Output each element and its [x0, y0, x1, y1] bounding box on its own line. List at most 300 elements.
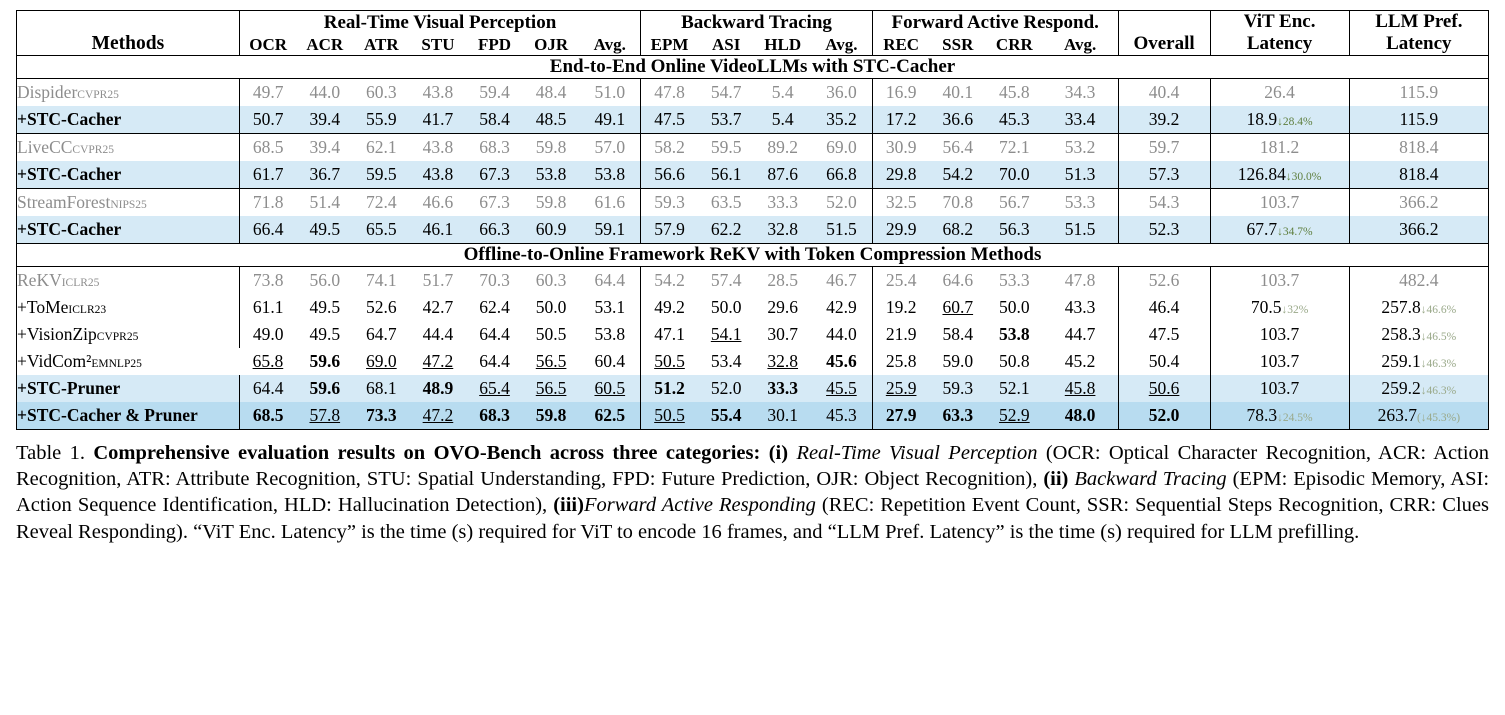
cell: 44.0: [309, 82, 341, 102]
cell: 70.0: [999, 164, 1030, 184]
cell: 27.9: [872, 402, 929, 430]
table-bottom-rule: [17, 430, 1489, 431]
caption-label: Table 1.: [16, 442, 85, 464]
caption-text-1: (OCR: Optical Character Recognition, ACR: Action Recognition, ATR: Attribute Recognition, STU: Spatial Understanding, FPD: Future Prediction, OJR: Object Recognition),: [16, 442, 1490, 491]
cell: 64.4: [239, 375, 296, 402]
cell: 59.8: [535, 405, 567, 425]
cell-overall: 54.3: [1118, 189, 1210, 217]
table-row: [17, 189, 1489, 217]
cell-overall: 47.5: [1118, 321, 1210, 348]
caption-italic-2: Backward Tracing: [1074, 468, 1227, 491]
caption-bold-2: (ii): [1043, 468, 1069, 491]
latency-drop: (↓45.3%): [1416, 412, 1461, 424]
cell: 45.2: [1064, 351, 1096, 371]
cell: 56.3: [999, 219, 1030, 239]
cell: 59.6: [309, 351, 341, 371]
cell: 50.0: [710, 297, 742, 317]
cell: 45.6: [826, 351, 857, 371]
cell-vit: 103.7: [1210, 189, 1349, 217]
row-method: +VisionZipCVPR25: [17, 321, 240, 348]
cell-overall: 59.7: [1118, 134, 1210, 162]
cell: 5.4: [771, 82, 794, 102]
col-ocr: OCR: [239, 34, 296, 55]
col-crr: CRR: [995, 35, 1033, 54]
cell: 56.0: [309, 270, 341, 290]
cell: 59.5: [366, 164, 397, 184]
cell: 21.9: [872, 321, 929, 348]
cell: 59.3: [641, 189, 698, 217]
cell: 46.6: [422, 192, 454, 212]
cell: 49.5: [309, 297, 341, 317]
llm-line2: Latency: [1386, 33, 1452, 54]
cell: 68.5: [239, 134, 296, 162]
cell: 48.5: [535, 109, 567, 129]
cell: 51.3: [1064, 164, 1096, 184]
cell-llm: 115.9: [1349, 106, 1488, 134]
cell: 44.7: [1064, 324, 1096, 344]
venue-tag: NIPS25: [110, 199, 147, 211]
cell: 34.3: [1064, 82, 1096, 102]
venue-tag: ICLR23: [68, 304, 107, 316]
venue-tag: CVPR25: [77, 89, 119, 101]
cell: 60.7: [942, 297, 974, 317]
cell: 65.8: [252, 351, 284, 371]
cell-llm: 366.2: [1349, 216, 1488, 244]
col-rec: REC: [872, 34, 929, 55]
latency-drop: ↓28.4%: [1277, 116, 1313, 128]
cell: 66.4: [239, 216, 296, 244]
cell: 61.1: [239, 294, 296, 321]
cell: 43.3: [1064, 297, 1096, 317]
col-ssr: SSR: [942, 35, 974, 54]
cell: 59.3: [942, 378, 974, 398]
cell: 70.3: [479, 270, 510, 290]
cell: 47.8: [641, 79, 698, 107]
cell: 60.3: [535, 270, 567, 290]
cell: 53.8: [535, 164, 567, 184]
venue-tag: EMNLP25: [91, 358, 142, 370]
cell: 55.9: [366, 109, 397, 129]
caption-italic-1: Real-Time Visual Perception: [796, 442, 1038, 464]
table-row: [17, 79, 1489, 107]
latency-drop: ↓30.0%: [1285, 171, 1322, 183]
cell: 51.2: [641, 375, 698, 402]
cell: 53.2: [1064, 137, 1096, 157]
table-row: [17, 267, 1489, 295]
cell: 67.3: [479, 192, 510, 212]
col-bt-avg: Avg.: [825, 35, 858, 54]
cell: 45.3: [999, 109, 1030, 129]
cell: 61.6: [594, 192, 626, 212]
cell: 40.1: [942, 82, 974, 102]
cell: 29.6: [767, 297, 799, 317]
latency-drop: ↓24.5%: [1277, 412, 1313, 424]
cell: 65.4: [479, 378, 510, 398]
cell-vit: 26.4: [1210, 79, 1349, 107]
section-header-2-label: Offline-to-Online Framework ReKV with Token Compression Methods: [17, 244, 1489, 267]
cell: 49.7: [239, 79, 296, 107]
cell: 39.4: [309, 137, 341, 157]
cell: 62.4: [479, 297, 510, 317]
cell: 47.2: [422, 351, 454, 371]
cell-vit: 78.3↓24.5%: [1210, 402, 1349, 430]
cell-llm: 259.1↓46.3%: [1349, 348, 1488, 375]
row-method: ReKVICLR25: [17, 267, 240, 295]
cell: 57.0: [594, 137, 626, 157]
cell: 64.4: [479, 324, 510, 344]
cell: 50.8: [999, 351, 1030, 371]
cell: 87.6: [767, 164, 799, 184]
section-header-1: [17, 56, 1489, 79]
table-row: [17, 321, 1489, 348]
caption-bold-3: (iii): [553, 494, 584, 517]
table-row: [17, 216, 1489, 244]
cell: 35.2: [826, 109, 857, 129]
col-header-vit-latency: [1210, 11, 1349, 56]
cell: 30.9: [872, 134, 929, 162]
cell: 66.8: [826, 164, 857, 184]
col-header-methods: Methods: [17, 11, 240, 56]
cell: 52.0: [710, 378, 742, 398]
table-row: [17, 402, 1489, 430]
cell: 54.2: [942, 164, 974, 184]
cell: 61.7: [239, 161, 296, 189]
latency-drop: ↓46.5%: [1420, 331, 1457, 343]
venue-tag: CVPR25: [72, 144, 114, 156]
group-header-rtvp: Real-Time Visual Perception: [239, 11, 640, 35]
col-epm: EPM: [641, 34, 698, 55]
table-row: [17, 106, 1489, 134]
table-row: [17, 161, 1489, 189]
cell: 17.2: [872, 106, 929, 134]
cell: 62.5: [594, 405, 626, 425]
cell-overall: 57.3: [1118, 161, 1210, 189]
latency-drop: ↓32%: [1281, 304, 1309, 316]
cell: 54.1: [710, 324, 742, 344]
row-method: +ToMeICLR23: [17, 294, 240, 321]
cell-vit: 181.2: [1210, 134, 1349, 162]
cell: 55.4: [710, 405, 742, 425]
cell: 52.1: [999, 378, 1030, 398]
llm-line1: LLM Pref.: [1375, 11, 1463, 32]
cell: 48.9: [422, 378, 454, 398]
col-rtvp-avg: Avg.: [593, 35, 626, 54]
cell: 32.8: [767, 351, 799, 371]
cell: 45.8: [1064, 378, 1096, 398]
cell-vit: 18.9↓28.4%: [1210, 106, 1349, 134]
cell: 58.2: [641, 134, 698, 162]
cell: 49.5: [309, 324, 341, 344]
cell: 30.1: [767, 405, 799, 425]
cell-llm: 818.4: [1349, 134, 1488, 162]
cell: 60.5: [594, 378, 626, 398]
cell-llm: 482.4: [1349, 267, 1488, 295]
cell-vit: 103.7: [1210, 348, 1349, 375]
cell: 68.2: [942, 219, 974, 239]
cell: 32.5: [872, 189, 929, 217]
table-row: [17, 134, 1489, 162]
cell: 47.1: [641, 321, 698, 348]
cell: 49.5: [309, 219, 341, 239]
cell: 68.1: [366, 378, 397, 398]
cell: 46.1: [422, 219, 454, 239]
cell: 59.8: [535, 192, 567, 212]
cell: 49.2: [641, 294, 698, 321]
cell-overall: 40.4: [1118, 79, 1210, 107]
vit-line2: Latency: [1246, 33, 1313, 54]
col-acr: ACR: [306, 35, 344, 54]
cell: 49.1: [594, 109, 626, 129]
cell: 45.5: [826, 378, 857, 398]
row-method: +STC-Cacher: [17, 161, 240, 189]
cell: 59.0: [942, 351, 974, 371]
col-atr: ATR: [364, 35, 399, 54]
cell: 52.9: [999, 405, 1030, 425]
cell: 53.1: [594, 297, 626, 317]
cell: 5.4: [771, 109, 794, 129]
cell: 53.8: [594, 324, 626, 344]
row-method: +STC-Cacher & Pruner: [17, 402, 240, 430]
cell: 57.8: [309, 405, 341, 425]
cell-llm: 115.9: [1349, 79, 1488, 107]
caption-text-2: (EPM: Episodic Memory, ASI: Action Sequence Identification, HLD: Hallucination Detection),: [16, 468, 1490, 517]
latency-drop: ↓46.3%: [1420, 358, 1457, 370]
cell: 51.4: [309, 192, 341, 212]
cell: 47.8: [1064, 270, 1096, 290]
cell: 53.3: [999, 270, 1030, 290]
cell: 52.0: [826, 192, 857, 212]
latency-drop: ↓34.7%: [1277, 226, 1313, 238]
cell: 69.0: [826, 137, 857, 157]
cell-overall: 52.3: [1118, 216, 1210, 244]
cell: 69.0: [366, 351, 397, 371]
cell: 29.8: [872, 161, 929, 189]
latency-drop: ↓46.6%: [1420, 304, 1457, 316]
cell: 56.5: [535, 378, 567, 398]
cell: 50.5: [641, 402, 698, 430]
cell: 58.4: [942, 324, 974, 344]
cell: 42.7: [422, 297, 454, 317]
cell: 19.2: [872, 294, 929, 321]
cell: 64.4: [594, 270, 626, 290]
cell: 53.4: [710, 351, 742, 371]
cell: 59.1: [594, 219, 626, 239]
cell: 36.6: [942, 109, 974, 129]
cell: 45.8: [999, 82, 1030, 102]
col-hld: HLD: [764, 35, 802, 54]
venue-tag: ICLR25: [61, 277, 100, 289]
cell: 50.0: [999, 297, 1030, 317]
cell: 72.4: [366, 192, 397, 212]
cell-overall: 52.0: [1118, 402, 1210, 430]
latency-drop: ↓46.3%: [1420, 385, 1457, 397]
cell: 50.0: [535, 297, 567, 317]
cell: 16.9: [872, 79, 929, 107]
cell: 62.1: [366, 137, 397, 157]
cell-vit: 67.7↓34.7%: [1210, 216, 1349, 244]
cell-llm: 258.3↓46.5%: [1349, 321, 1488, 348]
cell: 60.4: [594, 351, 626, 371]
cell-llm: 366.2: [1349, 189, 1488, 217]
cell: 25.8: [872, 348, 929, 375]
table-row: [17, 375, 1489, 402]
cell: 63.5: [710, 192, 742, 212]
cell: 48.0: [1064, 405, 1096, 425]
venue-tag: CVPR25: [96, 331, 139, 343]
cell: 54.7: [710, 82, 742, 102]
cell: 44.4: [422, 324, 454, 344]
cell: 45.3: [826, 405, 857, 425]
cell: 60.3: [366, 82, 397, 102]
cell: 68.5: [239, 402, 296, 430]
cell-vit: 103.7: [1210, 267, 1349, 295]
cell: 59.8: [535, 137, 567, 157]
table-row: [17, 294, 1489, 321]
cell: 60.9: [535, 219, 567, 239]
col-stu: STU: [421, 35, 455, 54]
cell: 51.7: [422, 270, 454, 290]
cell: 43.8: [422, 82, 454, 102]
cell: 58.4: [479, 109, 510, 129]
cell: 64.7: [366, 324, 397, 344]
row-method: +STC-Cacher: [17, 106, 240, 134]
cell: 28.5: [767, 270, 799, 290]
col-header-llm-latency: [1349, 11, 1488, 56]
cell: 64.6: [942, 270, 974, 290]
cell: 42.9: [826, 297, 857, 317]
header-row-groups: [17, 11, 1489, 35]
cell: 53.3: [1064, 192, 1096, 212]
row-method: LiveCCCVPR25: [17, 134, 240, 162]
cell: 33.3: [767, 378, 799, 398]
cell: 59.5: [710, 137, 742, 157]
cell-overall: 50.6: [1118, 375, 1210, 402]
caption-text-3: (REC: Repetition Event Count, SSR: Sequential Steps Recognition, CRR: Clues Reveal Responding). “ViT Enc. Latency” is the time (s) required for ViT to encode 16 frames, and “LLM Pref. Latency” is the time (s) required for LLM prefilling.: [16, 494, 1489, 543]
cell-vit: 70.5↓32%: [1210, 294, 1349, 321]
cell: 89.2: [767, 137, 799, 157]
cell: 44.0: [826, 324, 857, 344]
cell: 51.0: [594, 82, 626, 102]
vit-line1: ViT Enc.: [1243, 11, 1316, 32]
cell: 50.5: [535, 324, 567, 344]
cell: 33.4: [1064, 109, 1096, 129]
cell-vit: 103.7: [1210, 321, 1349, 348]
cell-overall: 50.4: [1118, 348, 1210, 375]
row-method: +STC-Pruner: [17, 375, 240, 402]
cell-vit: 103.7: [1210, 375, 1349, 402]
cell: 66.3: [479, 219, 510, 239]
cell: 56.1: [710, 164, 742, 184]
cell: 52.6: [366, 297, 397, 317]
cell: 56.7: [999, 192, 1030, 212]
cell: 33.3: [767, 192, 799, 212]
cell: 74.1: [366, 270, 397, 290]
cell-overall: 46.4: [1118, 294, 1210, 321]
cell: 57.4: [710, 270, 742, 290]
cell: 41.7: [422, 109, 454, 129]
cell: 25.4: [872, 267, 929, 295]
cell: 53.8: [999, 324, 1030, 344]
cell: 46.7: [826, 270, 857, 290]
cell: 71.8: [239, 189, 296, 217]
cell: 62.2: [710, 219, 742, 239]
col-fpd: FPD: [478, 35, 512, 54]
cell: 30.7: [767, 324, 799, 344]
cell: 56.6: [641, 161, 698, 189]
cell-overall: 52.6: [1118, 267, 1210, 295]
caption-bold-1: Comprehensive evaluation results on OVO-Bench across three categories: (i): [93, 442, 789, 464]
cell: 36.0: [826, 82, 857, 102]
cell: 68.3: [479, 405, 510, 425]
cell: 43.8: [422, 164, 454, 184]
row-method: +STC-Cacher: [17, 216, 240, 244]
cell: 67.3: [479, 164, 510, 184]
cell: 68.3: [479, 137, 510, 157]
caption-italic-3: Forward Active Responding: [583, 494, 816, 517]
cell: 53.8: [594, 164, 626, 184]
cell: 73.8: [239, 267, 296, 295]
cell: 56.5: [535, 351, 567, 371]
cell: 72.1: [999, 137, 1030, 157]
cell: 59.6: [309, 378, 341, 398]
cell: 59.4: [479, 82, 510, 102]
cell: 54.2: [641, 267, 698, 295]
cell: 36.7: [309, 164, 341, 184]
cell: 70.8: [942, 192, 974, 212]
group-header-bt: Backward Tracing: [641, 11, 873, 35]
cell: 43.8: [422, 137, 454, 157]
cell: 65.5: [366, 219, 397, 239]
row-method: DispiderCVPR25: [17, 79, 240, 107]
cell: 39.4: [309, 109, 341, 129]
cell: 51.5: [826, 219, 857, 239]
cell: 56.4: [942, 137, 974, 157]
cell-llm: 259.2↓46.3%: [1349, 375, 1488, 402]
cell-llm: 257.8↓46.6%: [1349, 294, 1488, 321]
cell: 32.8: [767, 219, 799, 239]
col-ojr: OJR: [534, 35, 569, 54]
cell: 47.2: [422, 405, 454, 425]
cell: 51.5: [1064, 219, 1096, 239]
row-method: StreamForestNIPS25: [17, 189, 240, 217]
section-header-2: [17, 244, 1489, 267]
cell: 50.7: [239, 106, 296, 134]
group-header-far: Forward Active Respond.: [872, 11, 1118, 35]
cell: 29.9: [872, 216, 929, 244]
results-table: [16, 10, 1489, 430]
col-asi: ASI: [711, 35, 741, 54]
cell: 49.0: [239, 321, 296, 348]
cell: 73.3: [366, 405, 397, 425]
cell: 57.9: [641, 216, 698, 244]
section-header-1-label: End-to-End Online VideoLLMs with STC-Cacher: [17, 56, 1489, 79]
cell: 64.4: [479, 351, 510, 371]
cell: 63.3: [942, 405, 974, 425]
cell: 25.9: [872, 375, 929, 402]
cell: 50.5: [641, 348, 698, 375]
cell-llm: 818.4: [1349, 161, 1488, 189]
cell-llm: 263.7(↓45.3%): [1349, 402, 1488, 430]
col-far-avg: Avg.: [1063, 35, 1097, 54]
table-row: [17, 348, 1489, 375]
cell-vit: 126.84↓30.0%: [1210, 161, 1349, 189]
col-header-overall: Overall: [1118, 11, 1210, 56]
row-method: +VidCom²EMNLP25: [17, 348, 240, 375]
cell: 53.7: [710, 109, 742, 129]
table-caption: [16, 440, 1489, 545]
cell: 48.4: [535, 82, 567, 102]
cell-overall: 39.2: [1118, 106, 1210, 134]
